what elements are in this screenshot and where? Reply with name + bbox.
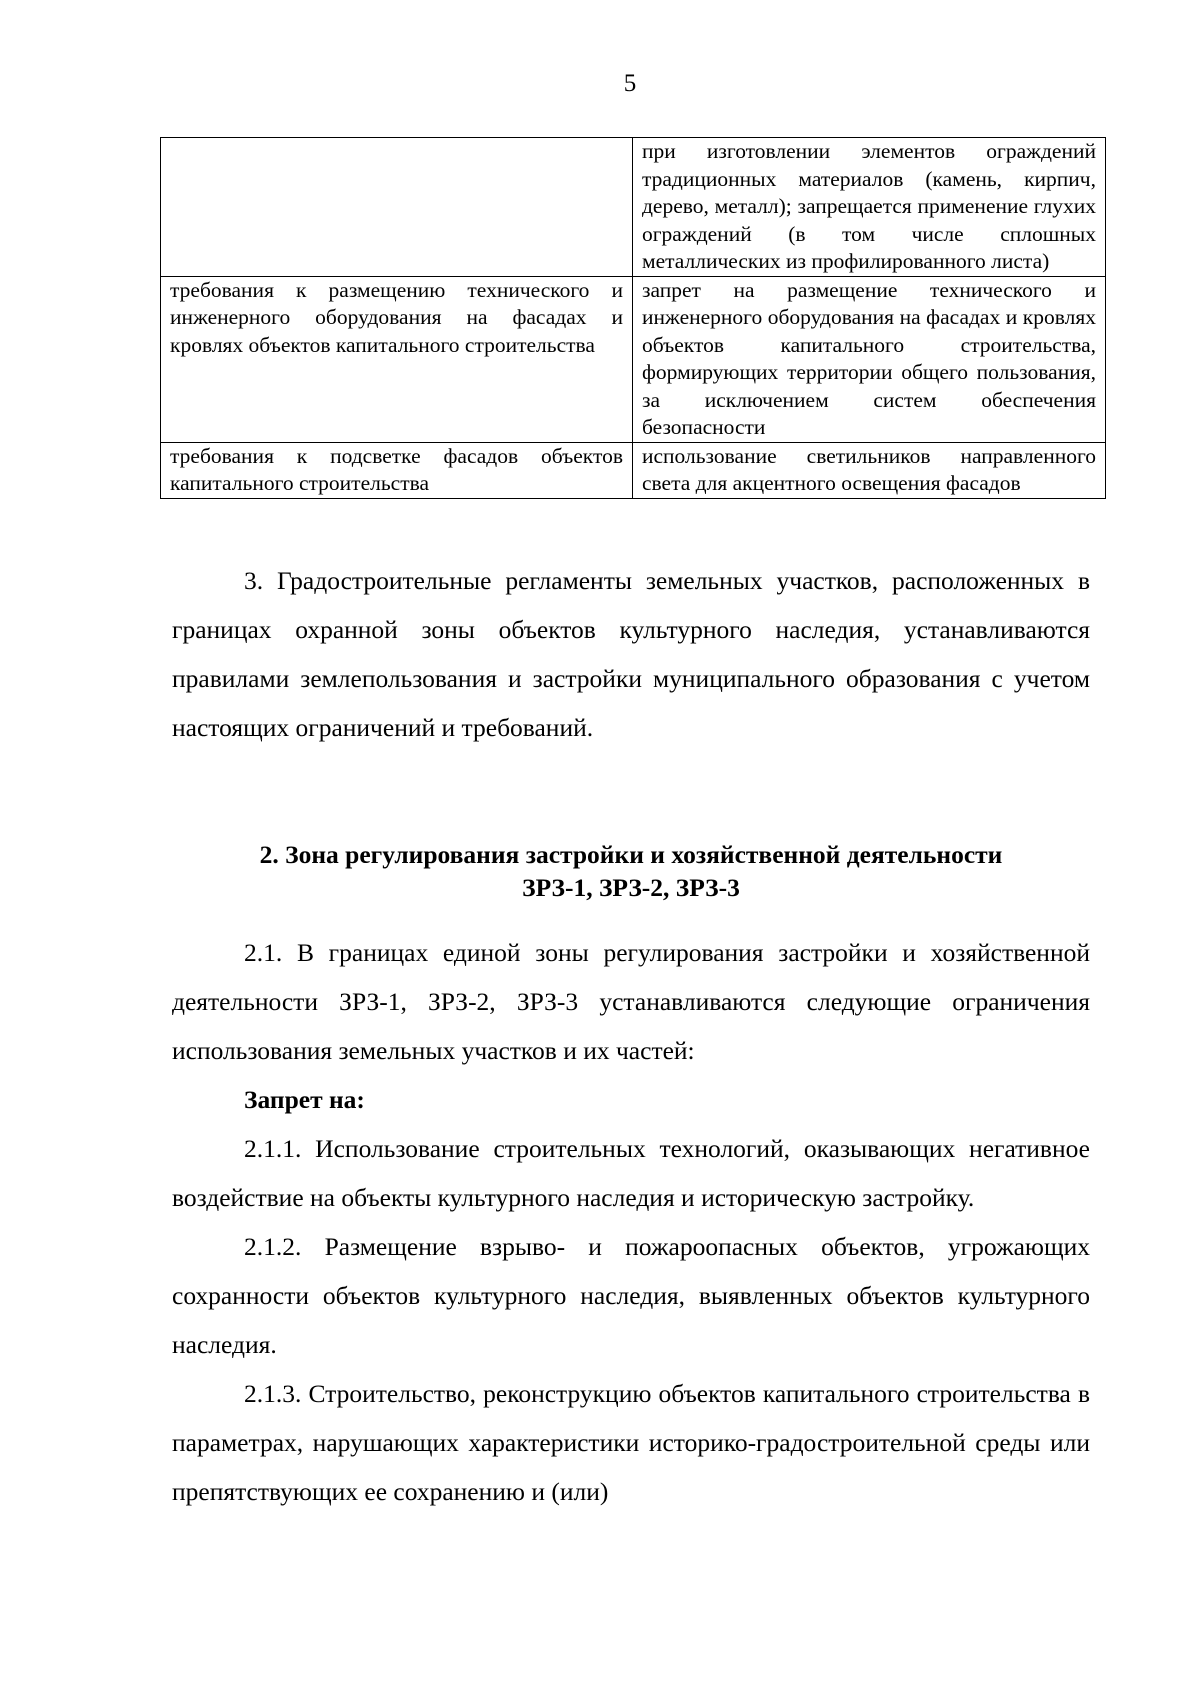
paragraph-3-block bbox=[172, 556, 1090, 752]
table-cell-regulation: использование светильников направленного света для акцентного освещения фасадов bbox=[632, 442, 1105, 498]
prohibition-label: Запрет на: bbox=[244, 1085, 365, 1114]
table-row bbox=[161, 442, 1106, 498]
paragraph-2-1: 2.1. В границах единой зоны регулирования застройки и хозяйственной деятельности ЗРЗ-1, ЗРЗ-2, ЗРЗ-3 устанавливаются следующие ограничения использования земельных участков и их частей: bbox=[172, 938, 1090, 1065]
section-2-body bbox=[172, 928, 1090, 1516]
page-number: 5 bbox=[623, 70, 637, 97]
table-row bbox=[161, 276, 1106, 442]
table-cell-requirement: требования к размещению технического и инженерного оборудования на фасадах и кровлях объектов капитального строительства bbox=[161, 276, 633, 442]
requirements-table bbox=[160, 137, 1106, 499]
paragraph-3: 3. Градостроительные регламенты земельных участков, расположенных в границах охранной зоны объектов культурного наследия, устанавливаются правилами землепользования и застройки муниципального образования с учетом настоящих ограничений и требований. bbox=[172, 566, 1090, 742]
table-cell-regulation: при изготовлении элементов ограждений традиционных материалов (камень, кирпич, дерево, металл); запрещается применение глухих ограждений (в том числе сплошных металлических из профилированного листа) bbox=[632, 138, 1105, 277]
table-cell-requirement bbox=[161, 138, 633, 277]
section-2-heading bbox=[172, 838, 1090, 904]
section-2-heading-line1: 2. Зона регулирования застройки и хозяйственной деятельности bbox=[259, 840, 1003, 869]
table-cell-requirement: требования к подсветке фасадов объектов капитального строительства bbox=[161, 442, 633, 498]
paragraph-2-1-3: 2.1.3. Строительство, реконструкцию объектов капитального строительства в параметрах, нарушающих характеристики историко-градостроительной среды или препятствующих ее сохранению и (или) bbox=[172, 1379, 1090, 1506]
section-2-heading-line2: ЗРЗ-1, ЗРЗ-2, ЗРЗ-3 bbox=[522, 873, 740, 902]
paragraph-2-1-1: 2.1.1. Использование строительных технологий, оказывающих негативное воздействие на объекты культурного наследия и историческую застройку. bbox=[172, 1134, 1090, 1212]
table-row bbox=[161, 138, 1106, 277]
paragraph-2-1-2: 2.1.2. Размещение взрыво- и пожароопасных объектов, угрожающих сохранности объектов культурного наследия, выявленных объектов культурного наследия. bbox=[172, 1232, 1090, 1359]
table-cell-regulation: запрет на размещение технического и инженерного оборудования на фасадах и кровлях объектов капитального строительства, формирующих территории общего пользования, за исключением систем обеспечения безопасности bbox=[632, 276, 1105, 442]
